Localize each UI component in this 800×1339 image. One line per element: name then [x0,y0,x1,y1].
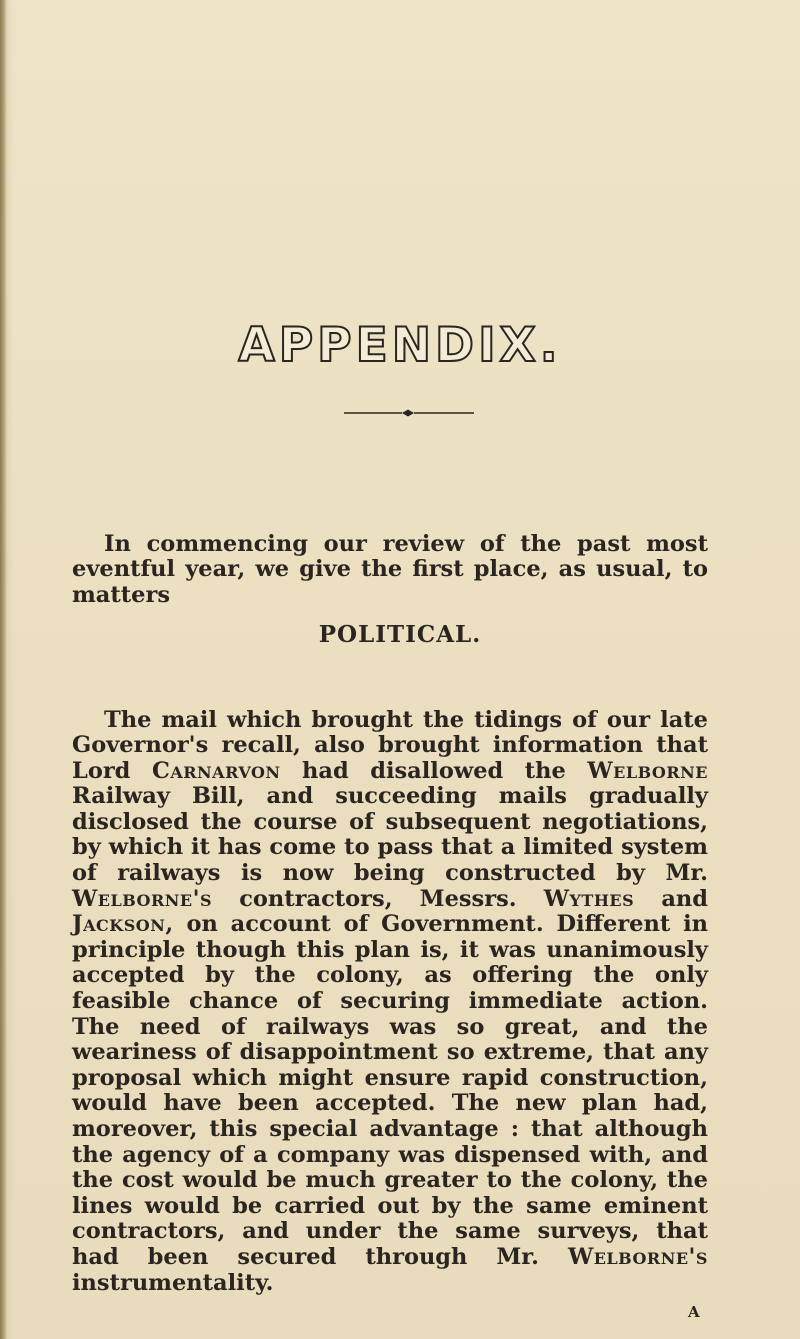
body-paragraph [72,708,708,1297]
name-carnarvon: Carnarvon [151,757,281,784]
signature-mark: A [688,1303,700,1321]
body-text-2: had disallowed the [302,757,566,784]
body-text-6: on account of Government. Different in principle though this plan is, it was unanimously accepted by the colony, as offering the only feasible chance of securing immediate action. The need of railways was so great, and the weariness of disappointment so extreme, that any proposal which might ensure rapid construction, would have been accepted. The new plan had, moreover, this special advantage : that although the agency of a company was dispensed with, and the cost would be much greater to the colony, the lines would be carried out by the same eminent contractors, and under the same surveys, that had been secured through Mr. [72,911,708,1270]
body-text-4: contractors, Messrs. [239,885,517,912]
body-text-1: The mail which brought the tidings of our late Governor's recall, also brought information that Lord [72,706,708,784]
body-text-5: and [661,885,708,912]
page-title: APPENDIX. [238,318,562,373]
page-binding-edge [0,0,7,1339]
name-jackson: Jackson, [72,911,174,938]
name-wythes: Wythes [543,885,635,912]
name-welborne-possessive-2: Welborne's [567,1243,708,1270]
body-text-7: instrumentality. [72,1269,274,1296]
body-text-3: Railway Bill, and succeeding mails gradually disclosed the course of subsequent negotiations, by which it has come to pass that a limited system of railways is now being constructed by Mr. [72,783,708,887]
name-welborne-possessive: Welborne's [72,885,213,912]
intro-paragraph: In commencing our review of the past most eventful year, we give the first place, as usual, to matters [72,530,708,608]
ornamental-rule [344,408,474,418]
name-welborne: Welborne [587,757,708,784]
section-heading: POLITICAL. [318,621,482,648]
